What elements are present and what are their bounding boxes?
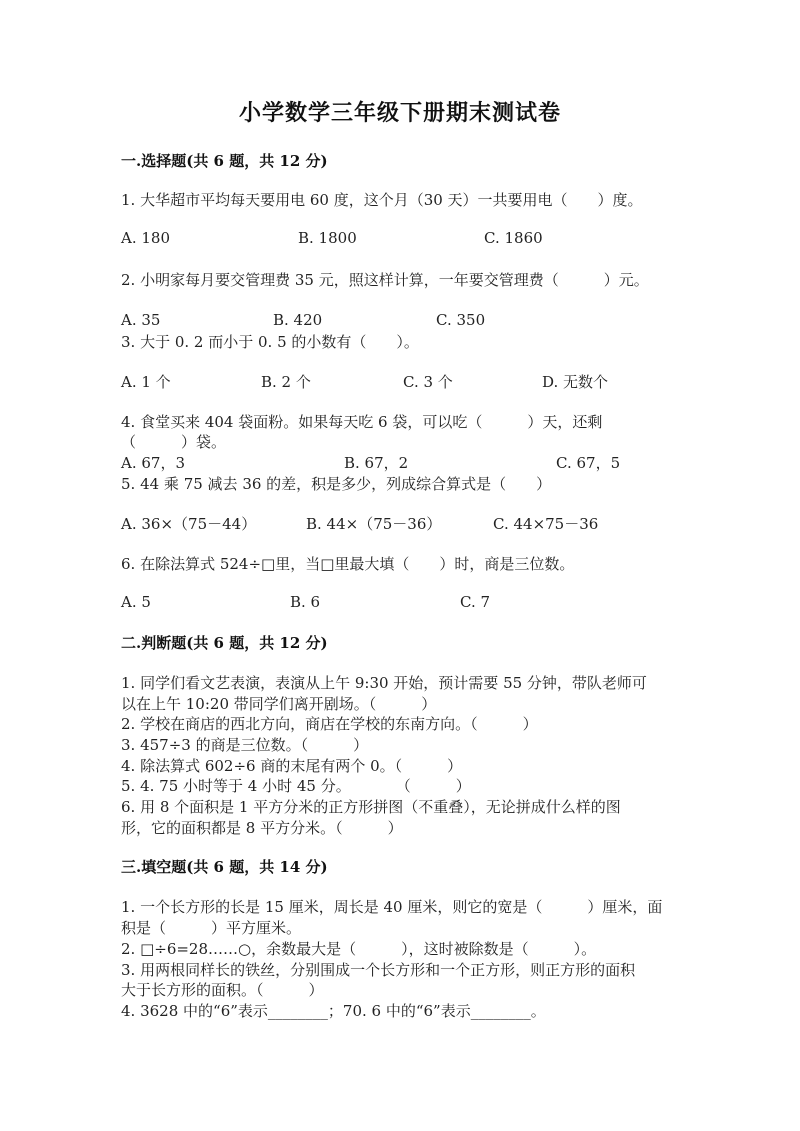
question-1-stem: 1. 大华超市平均每天要用电 60 度，这个月（30 天）一共要用电（ ）度。 [121, 191, 643, 209]
question-3-option-c: C. 3 个 [403, 373, 453, 391]
question-3-stem: 3. 大于 0. 2 而小于 0. 5 的小数有（ ）。 [121, 333, 419, 351]
judge-line-1: 1. 同学们看文艺表演，表演从上午 9:30 开始，预计需要 55 分钟，带队老师可 [121, 674, 647, 692]
fill-line-1: 1. 一个长方形的长是 15 厘米，周长是 40 厘米，则它的宽是（ ）厘米，面 [121, 898, 663, 916]
section-heading-judge: 二.判断题(共 6 题，共 12 分) [121, 634, 328, 652]
question-2-option-b: B. 420 [273, 311, 323, 329]
page-title: 小学数学三年级下册期末测试卷 [238, 100, 561, 126]
judge-line-2: 以在上午 10:20 带同学们离开剧场。（ ） [121, 695, 437, 713]
fill-line-4: 3. 用两根同样长的铁丝，分别围成一个长方形和一个正方形，则正方形的面积 [121, 961, 636, 979]
judge-line-6: 5. 4. 75 小时等于 4 小时 45 分。 （ ） [121, 777, 471, 795]
question-2-option-c: C. 350 [436, 311, 486, 329]
question-3-option-a: A. 1 个 [121, 373, 171, 391]
fill-line-2: 积是（ ）平方厘米。 [121, 919, 302, 937]
fill-line-3: 2. □÷6=28……○，余数最大是（ ），这时被除数是（ ）。 [121, 940, 597, 958]
fill-line-6: 4. 3628 中的“6”表示________；70. 6 中的“6”表示________。 [121, 1002, 546, 1020]
question-4-option-b: B. 67，2 [344, 454, 409, 472]
question-1-option-b: B. 1800 [298, 229, 357, 247]
question-1-option-a: A. 180 [121, 229, 170, 247]
question-5-option-b: B. 44×（75－36） [306, 515, 442, 533]
question-4-stem-line-2: （ ）袋。 [121, 433, 227, 451]
question-5-option-c: C. 44×75－36 [493, 515, 599, 533]
question-6-option-b: B. 6 [290, 593, 321, 611]
section-heading-fill: 三.填空题(共 6 题，共 14 分) [121, 858, 328, 876]
question-6-option-a: A. 5 [121, 593, 151, 611]
question-6-option-c: C. 7 [460, 593, 491, 611]
question-2-option-a: A. 35 [121, 311, 161, 329]
judge-line-8: 形，它的面积都是 8 平方分米。（ ） [121, 819, 403, 837]
question-1-option-c: C. 1860 [484, 229, 543, 247]
question-6-stem: 6. 在除法算式 524÷□里，当□里最大填（ ）时，商是三位数。 [121, 555, 575, 573]
judge-line-3: 2. 学校在商店的西北方向，商店在学校的东南方向。（ ） [121, 715, 538, 733]
question-2-stem: 2. 小明家每月要交管理费 35 元，照这样计算，一年要交管理费（ ）元。 [121, 271, 649, 289]
judge-line-4: 3. 457÷3 的商是三位数。（ ） [121, 736, 369, 754]
question-5-option-a: A. 36×（75－44） [121, 515, 257, 533]
question-4-stem-line-1: 4. 食堂买来 404 袋面粉。如果每天吃 6 袋，可以吃（ ）天，还剩 [121, 413, 603, 431]
section-heading-choice: 一.选择题(共 6 题，共 12 分) [121, 152, 328, 170]
fill-line-5: 大于长方形的面积。（ ） [121, 981, 324, 999]
question-5-stem: 5. 44 乘 75 减去 36 的差，积是多少，列成综合算式是（ ） [121, 475, 552, 493]
question-4-option-a: A. 67，3 [121, 454, 185, 472]
question-4-option-c: C. 67，5 [556, 454, 621, 472]
judge-line-7: 6. 用 8 个面积是 1 平方分米的正方形拼图（不重叠），无论拼成什么样的图 [121, 798, 621, 816]
question-3-option-b: B. 2 个 [261, 373, 311, 391]
question-3-option-d: D. 无数个 [542, 373, 609, 391]
judge-line-5: 4. 除法算式 602÷6 商的末尾有两个 0。（ ） [121, 757, 463, 775]
